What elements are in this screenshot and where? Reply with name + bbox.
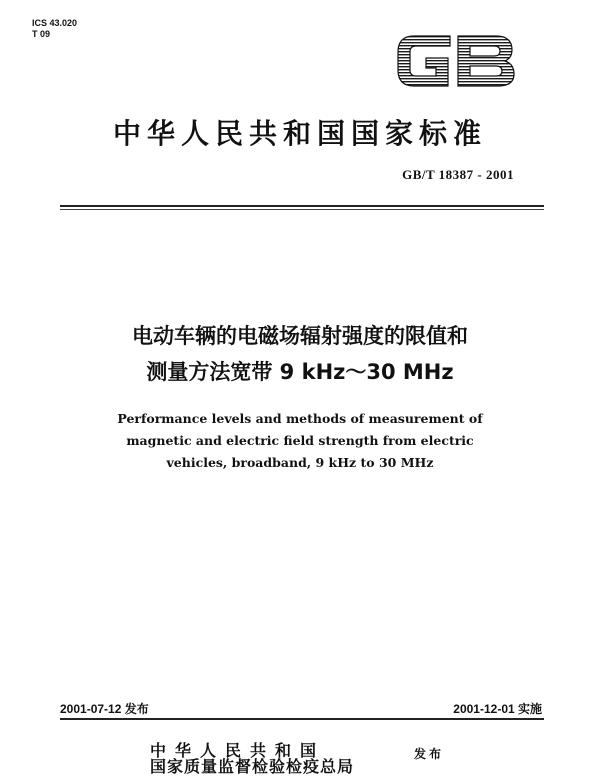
chinese-title-line2: 测量方法宽带 9 kHz～30 MHz xyxy=(146,360,454,384)
top-rule-thin xyxy=(60,209,544,210)
english-title-line1: Performance levels and methods of measurement of xyxy=(117,411,483,426)
issuer-line1: 中华人民共和国 xyxy=(150,741,326,760)
top-rule xyxy=(60,205,544,207)
english-title-line3: vehicles, broadband, 9 kHz to 30 MHz xyxy=(166,455,434,470)
ics-code: ICS 43.020 xyxy=(32,18,78,28)
standard-title: 中华人民共和国国家标准 xyxy=(112,117,487,150)
issuer-suffix: 发布 xyxy=(414,747,445,761)
issue-date: 2001-07-12 发布 xyxy=(60,702,149,716)
english-title-line2: magnetic and electric field strength from electric xyxy=(126,433,474,448)
bottom-rule xyxy=(60,718,544,720)
classification-codes xyxy=(32,18,77,40)
category-code: T 09 xyxy=(32,29,51,39)
issuer-line2: 国家质量监督检验检疫总局 xyxy=(150,757,355,776)
chinese-title-line1: 电动车辆的电磁场辐射强度的限值和 xyxy=(132,324,468,348)
gb-logo xyxy=(392,30,520,92)
svg-text:GB: GB xyxy=(392,30,394,31)
standard-number: GB/T 18387 - 2001 xyxy=(402,167,514,182)
implementation-date: 2001-12-01 实施 xyxy=(453,702,542,716)
